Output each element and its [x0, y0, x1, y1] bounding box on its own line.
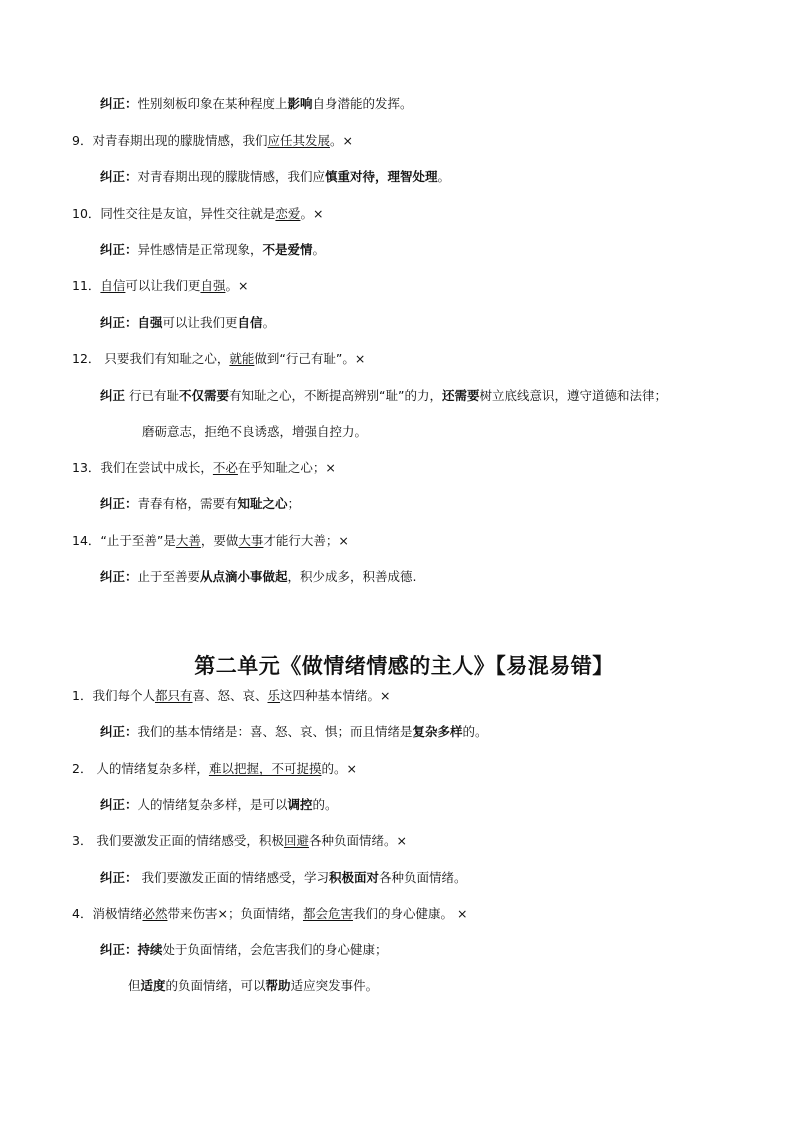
emphasis-text: 持续: [137, 942, 163, 957]
correction-line: [100, 314, 275, 332]
text-run: 适应突发事件。: [290, 978, 379, 993]
text-run: 树立底线意识，遵守道德和法律；: [479, 388, 667, 403]
text-run: 我们的身心健康。 ×: [352, 906, 468, 921]
text-run: 各种负面情绪。: [379, 870, 467, 885]
emphasis-text: 帮助: [265, 978, 291, 993]
text-run: 14．“止于至善”是: [72, 533, 176, 548]
text-run: 的。×: [321, 761, 357, 776]
emphasis-text: 知耻之心: [237, 496, 288, 511]
text-run: 。×: [225, 278, 249, 293]
text-run: 自身潜能的发挥。: [312, 96, 413, 111]
text-run: 。: [312, 242, 326, 257]
text-run: 做到“行己有耻”。×: [254, 351, 366, 366]
text-run: 10．同性交往是友谊，异性交往就是: [72, 206, 276, 221]
text-run: 。: [262, 315, 276, 330]
emphasis-text: 从点滴小事做起: [200, 569, 288, 584]
emphasis-text: 慎重对待，理智处理: [325, 169, 438, 184]
emphasis-text: 复杂多样: [412, 724, 463, 739]
text-run: 这四种基本情绪。×: [280, 688, 391, 703]
emphasis-text: 纠正：: [100, 315, 138, 330]
correction-line: [100, 869, 467, 887]
text-run: 行已有耻: [125, 388, 179, 403]
text-run: 青春有格，需要有: [137, 496, 238, 511]
underlined-text: 回避: [283, 833, 309, 848]
correction-line: [142, 423, 367, 441]
emphasis-text: 纠正：: [100, 797, 138, 812]
correction-line: [100, 168, 450, 186]
underlined-text: 不必: [212, 460, 238, 475]
underlined-text: 都只有: [154, 688, 193, 703]
emphasis-text: 纠正：: [100, 496, 138, 511]
text-run: 的。: [462, 724, 488, 739]
underlined-text: 恋爱: [275, 206, 301, 221]
text-run: 可以让我们更: [125, 278, 201, 293]
question-line: [72, 205, 323, 223]
emphasis-text: 纠正：: [100, 569, 138, 584]
correction-line: [100, 495, 300, 513]
text-run: 。: [437, 169, 451, 184]
underlined-text: 必然: [142, 906, 168, 921]
text-run: 1．我们每个人: [72, 688, 155, 703]
emphasis-text: 适度: [140, 978, 166, 993]
question-line: [72, 760, 357, 778]
correction-line: [100, 568, 417, 586]
question-line: [72, 350, 365, 368]
underlined-text: 就能: [229, 351, 255, 366]
text-run: 12． 只要我们有知耻之心，: [72, 351, 230, 366]
underlined-text: 都会危害: [302, 906, 353, 921]
emphasis-text: 自信: [237, 315, 263, 330]
emphasis-text: 纠正：: [100, 724, 138, 739]
underlined-text: 自强: [200, 278, 226, 293]
text-run: ，积少成多，积善成德.: [287, 569, 417, 584]
text-run: 11．: [72, 278, 101, 293]
section-title: [0, 652, 794, 680]
underlined-text: 大事: [238, 533, 264, 548]
text-run: 带来伤害×；负面情绪，: [167, 906, 303, 921]
emphasis-text: 不仅需要: [179, 388, 230, 403]
underlined-text: 自信: [100, 278, 126, 293]
text-run: 我们的基本情绪是：喜、怒、哀、惧；而且情绪是: [137, 724, 413, 739]
correction-line: [100, 387, 667, 405]
text-run: 在乎知耻之心；×: [237, 460, 336, 475]
underlined-text: 大善: [175, 533, 201, 548]
text-run: 9．对青春期出现的朦胧情感，我们: [72, 133, 268, 148]
emphasis-text: 不是爱情: [262, 242, 313, 257]
text-run: 的负面情绪，可以: [165, 978, 266, 993]
underlined-text: 应任其发展: [267, 133, 330, 148]
text-run: ，要做: [200, 533, 239, 548]
text-run: 的。: [312, 797, 338, 812]
underlined-text: 乐: [267, 688, 281, 703]
question-line: [72, 687, 391, 705]
text-run: 。×: [300, 206, 324, 221]
text-run: 可以让我们更: [162, 315, 238, 330]
text-run: 处于负面情绪，会危害我们的身心健康；: [162, 942, 388, 957]
section-title-text: 第二单元《做情绪情感的主人》【易混易错】: [194, 654, 614, 678]
question-line: [72, 832, 407, 850]
text-run: 3． 我们要激发正面的情绪感受，积极: [72, 833, 284, 848]
emphasis-text: 调控: [287, 797, 313, 812]
text-run: 。×: [329, 133, 353, 148]
question-line: [72, 132, 353, 150]
text-run: 异性感情是正常现象，: [137, 242, 263, 257]
emphasis-text: 纠正：: [100, 96, 138, 111]
text-run: 磨砺意志，拒绝不良诱惑，增强自控力。: [142, 424, 368, 439]
correction-line: [100, 95, 413, 113]
text-run: 4．消极情绪: [72, 906, 143, 921]
correction-line: [100, 723, 488, 741]
correction-line: [100, 941, 388, 959]
emphasis-text: 自强: [137, 315, 163, 330]
text-run: 各种负面情绪。×: [308, 833, 407, 848]
emphasis-text: 纠正: [100, 388, 126, 403]
correction-line: [100, 241, 325, 259]
question-line: [72, 459, 336, 477]
text-run: ；: [287, 496, 301, 511]
question-line: [72, 277, 248, 295]
text-run: 13．我们在尝试中成长，: [72, 460, 213, 475]
question-line: [72, 532, 349, 550]
text-run: 对青春期出现的朦胧情感，我们应: [137, 169, 326, 184]
text-run: 但: [128, 978, 141, 993]
text-run: 2． 人的情绪复杂多样，: [72, 761, 209, 776]
correction-line: [100, 796, 338, 814]
text-run: 人的情绪复杂多样，是可以: [137, 797, 288, 812]
underlined-text: 难以把握，不可捉摸: [208, 761, 322, 776]
emphasis-text: 纠正：: [100, 242, 138, 257]
emphasis-text: 纠正：: [100, 169, 138, 184]
emphasis-text: 积极面对: [329, 870, 380, 885]
question-line: [72, 905, 467, 923]
emphasis-text: 纠正：: [100, 942, 138, 957]
text-run: 性别刻板印象在某种程度上: [137, 96, 288, 111]
text-run: 才能行大善；×: [263, 533, 349, 548]
emphasis-text: 还需要: [441, 388, 480, 403]
text-run: 喜、怒、哀、: [192, 688, 268, 703]
correction-line: [128, 977, 378, 995]
text-run: 我们要激发正面的情绪感受，学习: [137, 870, 329, 885]
text-run: 止于至善要: [137, 569, 201, 584]
text-run: 有知耻之心，不断提高辨别“耻”的力，: [229, 388, 442, 403]
emphasis-text: 影响: [287, 96, 313, 111]
emphasis-text: 纠正：: [100, 870, 138, 885]
